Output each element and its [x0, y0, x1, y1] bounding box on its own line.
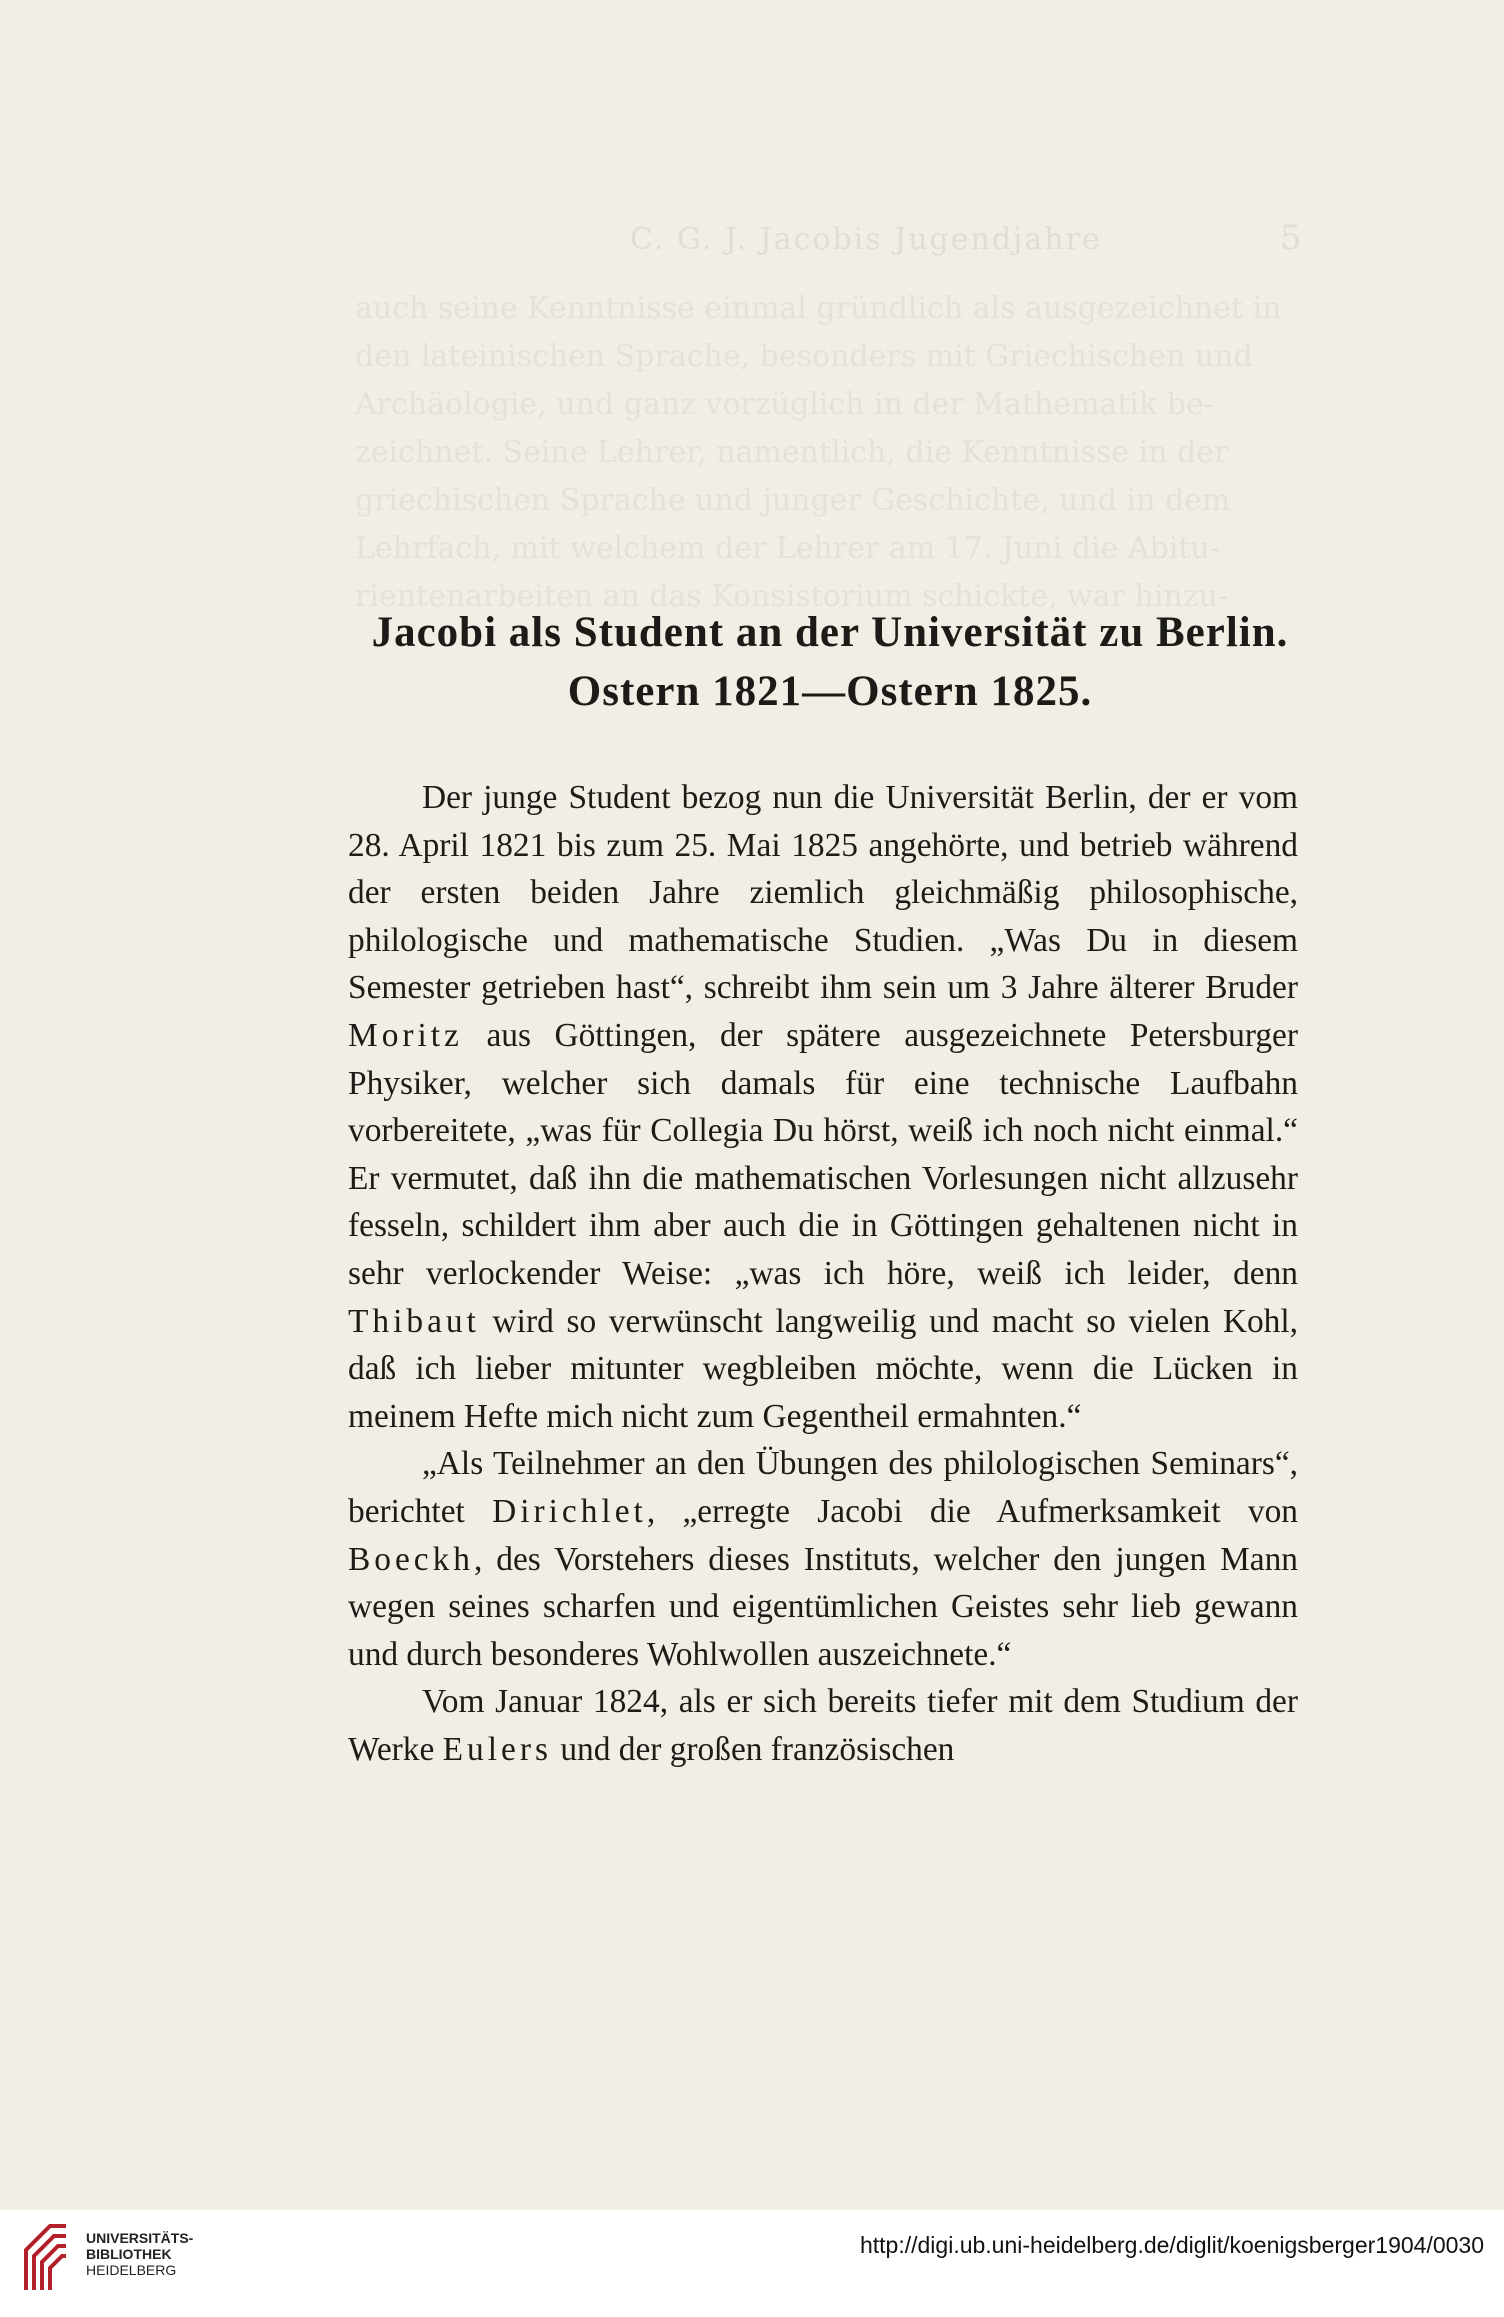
person-name-thibaut: Thibaut: [348, 1302, 480, 1340]
library-name-line: HEIDELBERG: [86, 2262, 177, 2278]
bleed-through-line: zeichnet. Seine Lehrer, namentlich, die Kenntnisse in der: [355, 435, 1229, 470]
library-name-line: BIBLIOTHEK: [86, 2246, 172, 2262]
source-url-link[interactable]: http://digi.ub.uni-heidelberg.de/diglit/koenigsberger1904/0030: [859, 2232, 1484, 2258]
footer-bar: [0, 2210, 1504, 2317]
bleed-through-line: Archäologie, und ganz vorzüglich in der Mathematik be-: [355, 387, 1214, 422]
paragraph-3: [348, 1678, 1298, 1773]
person-name-moritz: Moritz: [348, 1016, 463, 1054]
text-run: Der junge Student bezog nun die Universität Berlin, der er vom 28. April 1821 bis zum 25. Mai 1825 angehörte, und betrieb während der ersten beiden Jahre ziemlich gleichmäßig philosophische, philologische und mathematische Studien. „Was Du in diesem Semester getrieben hast“, schreibt ihm sein um 3 Jahre älterer Bruder: [348, 779, 1298, 1007]
chapter-title: Jacobi als Student an der Universität zu Berlin.: [371, 609, 1289, 656]
person-name-eulers: Eulers: [442, 1730, 552, 1768]
library-logo-icon: [20, 2220, 72, 2300]
person-name-dirichlet: Dirichlet: [492, 1492, 647, 1530]
library-name: [86, 2230, 193, 2278]
body-text: [348, 774, 1298, 1773]
text-run: und der großen französischen: [551, 1730, 955, 1768]
text-run: , „erregte Jacobi die Aufmerksamkeit von: [646, 1492, 1298, 1530]
bleed-through-header: C. G. J. Jacobis Jugendjahre: [630, 222, 1102, 257]
chapter-subtitle: Ostern 1821—Ostern 1825.: [567, 668, 1093, 715]
bleed-through-line: rientenarbeiten an das Konsistorium schickte, war hinzu-: [355, 579, 1229, 614]
bleed-through-text: [355, 285, 1305, 621]
text-run: „Als Teilnehmer an den Übungen des philologischen Seminars“, berichtet: [348, 1445, 1298, 1530]
person-name-boeckh: Boeckh: [348, 1540, 474, 1578]
paragraph-2: [348, 1440, 1298, 1678]
text-run: , des Vorstehers dieses Instituts, welcher den jungen Mann wegen seines scharfen und eigentümlichen Geistes sehr lieb gewann und durch besonderes Wohlwollen auszeichnete.“: [348, 1540, 1298, 1673]
bleed-through-line: den lateinischen Sprache, besonders mit Griechischen und: [355, 339, 1253, 374]
bleed-through-line: griechischen Sprache und junger Geschichte, und in dem: [355, 483, 1231, 518]
bleed-through-line: auch seine Kenntnisse einmal gründlich als ausgezeichnet in: [355, 291, 1282, 326]
library-name-line: UNIVERSITÄTS-: [86, 2230, 194, 2246]
bleed-through-page-number: 5: [1280, 218, 1302, 258]
paragraph-1: [348, 774, 1298, 1440]
text-run: Vom Januar 1824, als er sich bereits tiefer mit dem Studium der Werke: [348, 1683, 1298, 1768]
text-run: aus Göttingen, der spätere ausgezeichnete Petersburger Physiker, welcher sich damals für eine technische Laufbahn vorbereitete, „was für Collegia Du hörst, weiß ich noch nicht einmal.“ Er vermutet, daß ihn die mathematischen Vorlesungen nicht allzusehr fesseln, schildert ihm aber auch die in Göttingen gehaltenen nicht in sehr verlockender Weise: „was ich höre, weiß ich leider, denn: [348, 1016, 1298, 1292]
bleed-through-line: Lehrfach, mit welchem der Lehrer am 17. Juni die Abitu-: [355, 531, 1220, 566]
text-run: wird so verwünscht langweilig und macht so vielen Kohl, daß ich lieber mitunter wegbleiben möchte, wenn die Lücken in meinem Hefte mich nicht zum Gegentheil ermahnten.“: [348, 1302, 1298, 1435]
